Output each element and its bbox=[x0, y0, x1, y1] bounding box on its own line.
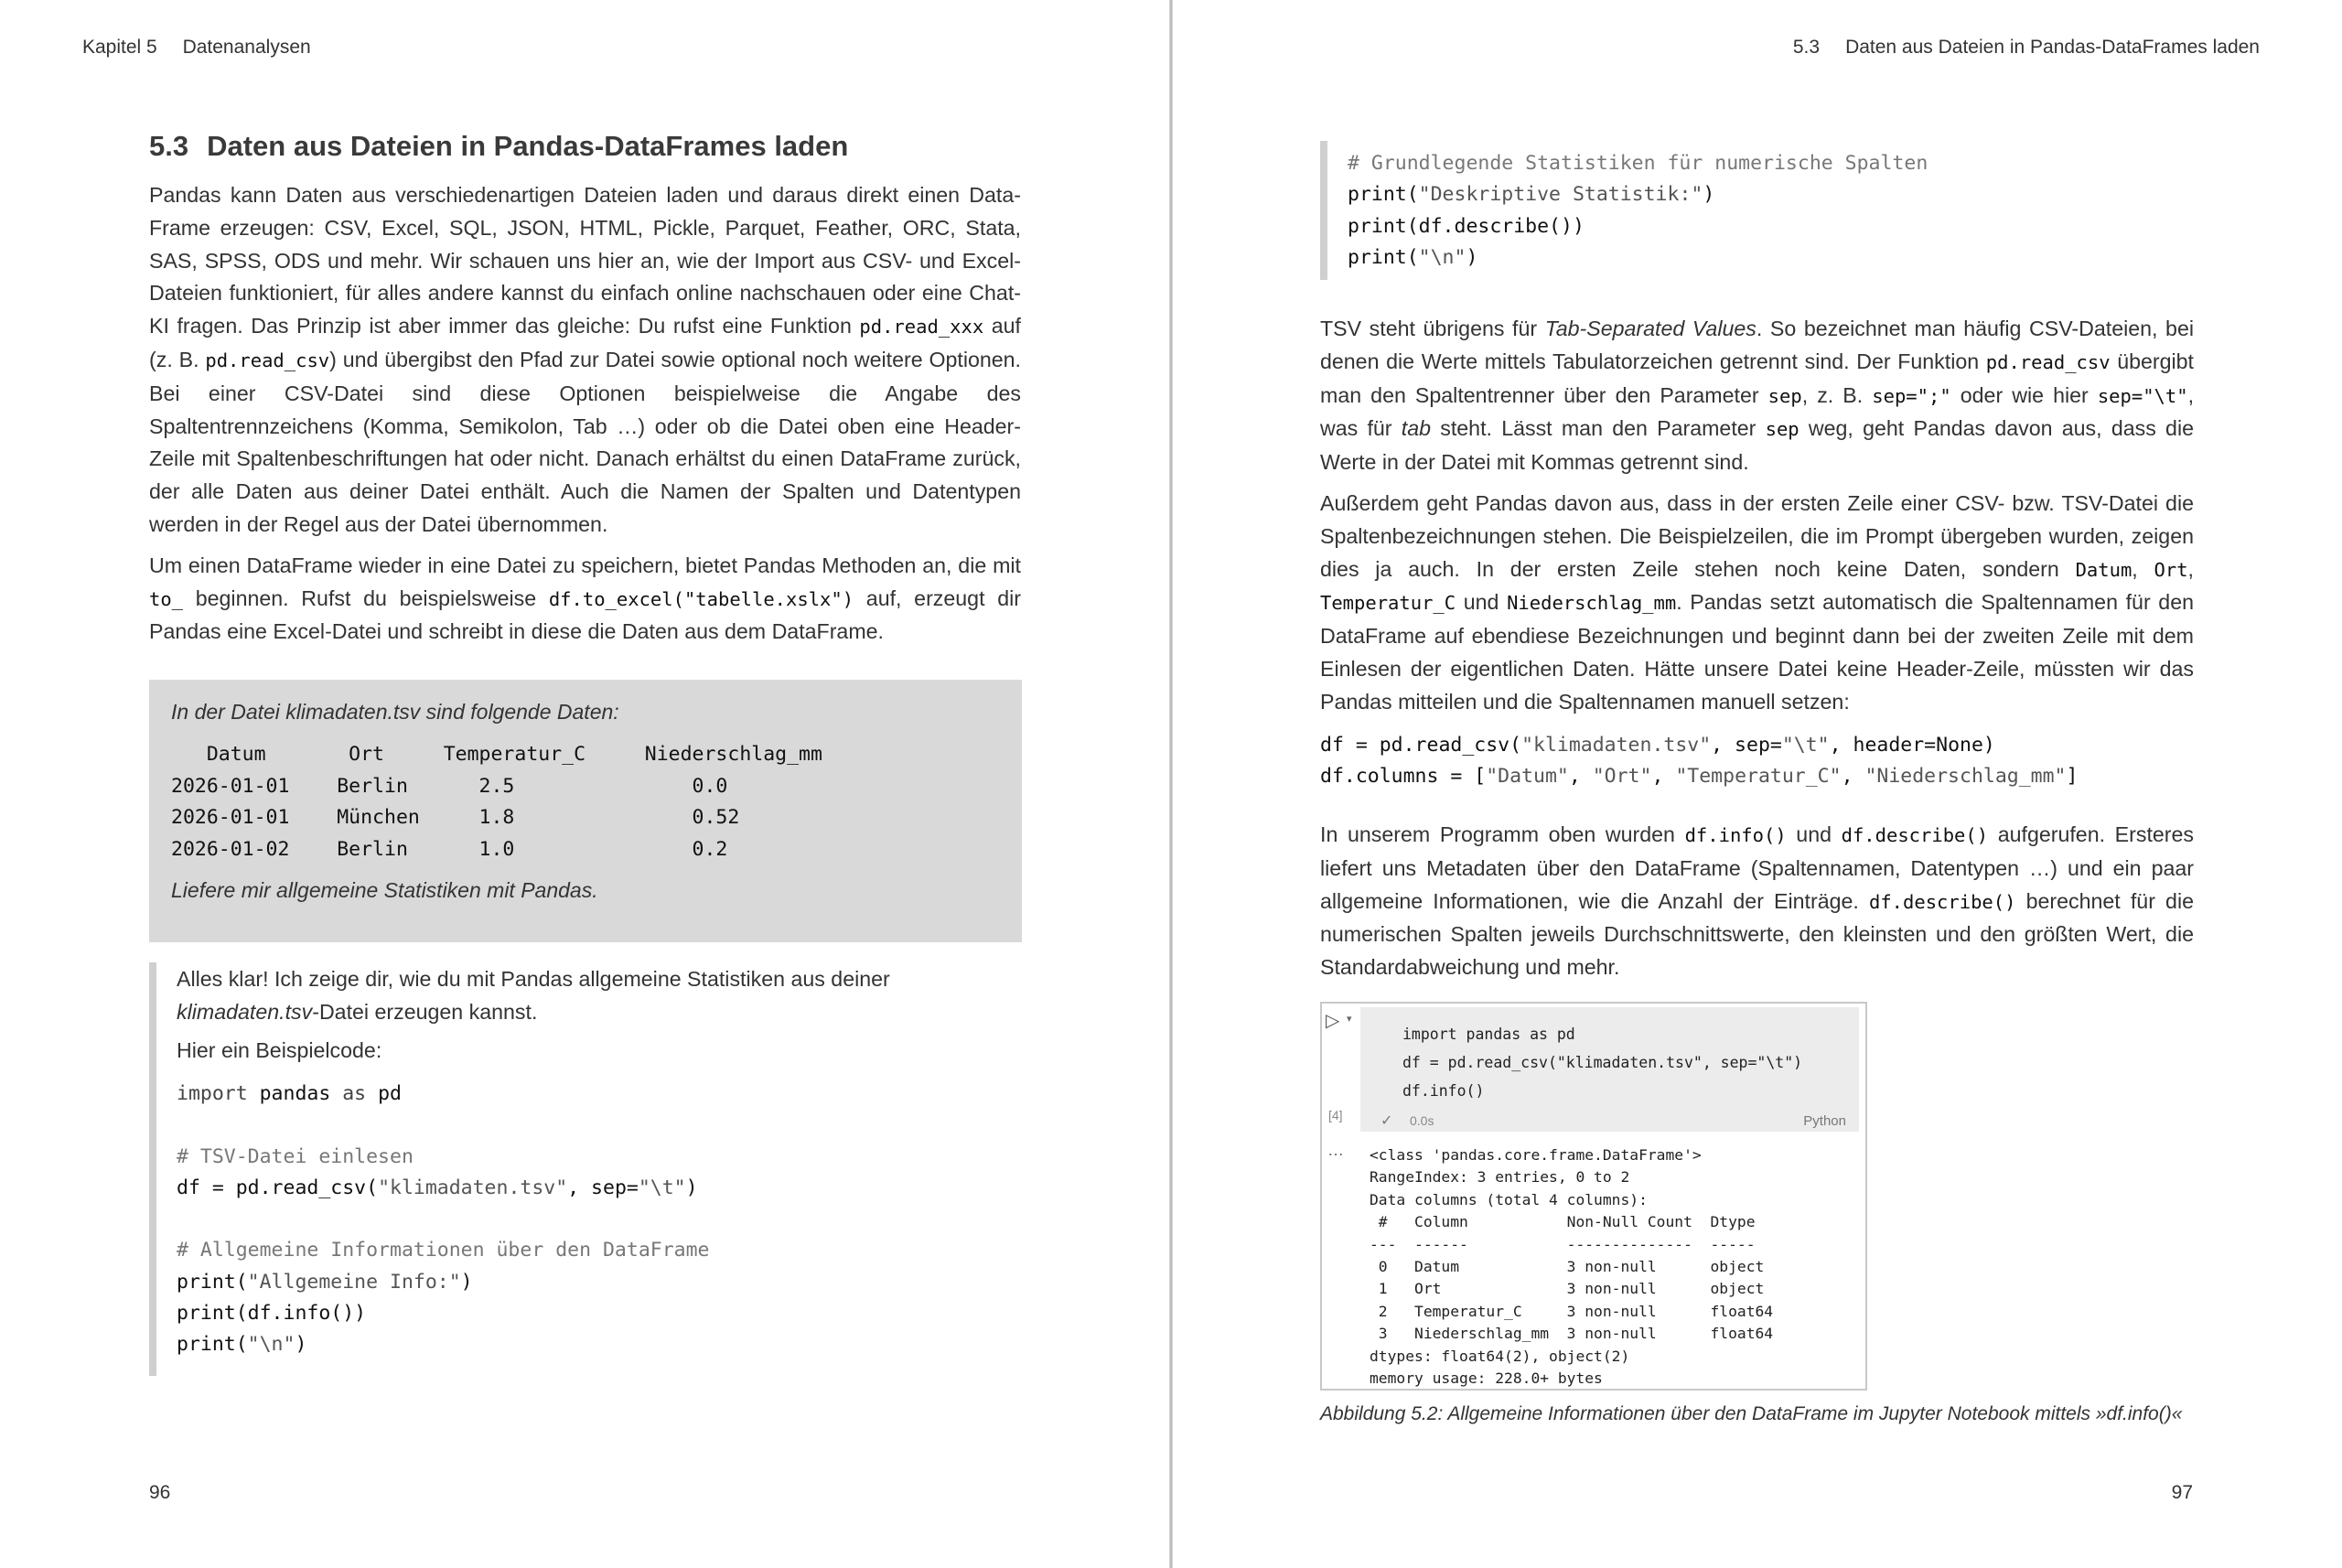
code-token: pd bbox=[366, 1082, 402, 1105]
prompt-request: Liefere mir allgemeine Statistiken mit Pandas. bbox=[171, 878, 598, 902]
code-token: , sep= bbox=[1711, 734, 1782, 757]
text-run: , was für bbox=[1320, 382, 2195, 441]
chapter-label: Kapitel 5 bbox=[82, 37, 157, 58]
code-string: "klimadaten.tsv" bbox=[378, 1176, 568, 1199]
code-comment: # Allgemeine Informationen über den DataFrame bbox=[177, 1239, 710, 1262]
inline-code: sep bbox=[1765, 418, 1799, 441]
inline-code: sep=";" bbox=[1872, 384, 1951, 407]
code-string: "Niederschlag_mm" bbox=[1864, 765, 2067, 789]
code-token: print(df.describe()) bbox=[1348, 214, 1585, 238]
inline-code: df.describe() bbox=[1841, 824, 1989, 846]
code-no-header bbox=[1320, 730, 2194, 793]
text-run: aufgerufen. Ersteres liefert uns Metadaten über den DataFrame (Spaltennamen, Datentypen …) und ein paar allgemeine Informationen, wie die Anzahl der Einträge. bbox=[1320, 822, 2194, 913]
section-title: Daten aus Dateien in Pandas-DataFrames laden bbox=[207, 130, 849, 162]
execution-time: 0.0s bbox=[1410, 1113, 1434, 1128]
inline-code: to_ bbox=[149, 587, 184, 610]
text-run: Pandas kann Daten aus verschiedenartigen Dateien laden und daraus direkt einen Data-Frame erzeugen: CSV, Excel, SQL, JSON, HTML, Pickle, Parquet, Feather, ORC, Stata, SAS, SPSS, ODS und mehr. Wir schauen uns hier an, wie der Import aus CSV- und Excel-Dateien funktioniert, für alles andere kannst du einfach online nachschauen oder eine Chat-KI fragen. Das Prinzip ist aber immer das gleiche: Du rufst eine Funktion bbox=[149, 183, 1021, 338]
text-run: . Pandas setzt automatisch die Spaltennamen für den DataFrame auf ebendiese Bezeichnungen und beginnt dann bei der zweiten Zeile mit dem Einlesen der eigentlichen Daten. Hätte unsere Datei keine Header-Zeile, müssten wir das Pandas mitteilen und die Spaltennamen manuell setzen: bbox=[1320, 590, 2194, 714]
code-comment: # Grundlegende Statistiken für numerische Spalten bbox=[1348, 152, 1928, 175]
text-run: berechnet für die numerischen Spalten jeweils Durchschnittswerte, den kleinsten und den größten Wert, die Standardabweichung und mehr. bbox=[1320, 888, 2194, 980]
text-run: ) und übergibst den Pfad zur Datei sowie optional noch weitere Optionen. Bei einer CSV-Datei sind diese Optionen beispielweise die Angabe des Spaltentrennzeichens (Komma, Semikolon, Tab …) oder ob die Datei oben eine Header-Zeile mit Spaltenbeschriftungen hat oder nicht. Danach erhältst du einen DataFrame zurück, der alle Daten aus deiner Datei enthält. Auch die Namen der Spalten und Datentypen werden in der Regel aus der Datei übernommen. bbox=[149, 347, 1021, 536]
text-run: steht. Lässt man den Parameter bbox=[1431, 416, 1766, 441]
prompt-box bbox=[149, 680, 1022, 942]
jupyter-code-cell[interactable] bbox=[1360, 1007, 1859, 1132]
code-string: "\t" bbox=[1781, 734, 1830, 757]
inline-code: pd.read_csv bbox=[1985, 350, 2111, 373]
paragraph-export bbox=[149, 550, 1021, 649]
right-body-text-bottom bbox=[1320, 819, 2194, 993]
code-block-describe bbox=[1320, 141, 1961, 280]
code-string: "\n" bbox=[1418, 245, 1466, 269]
text-run: Um einen DataFrame wieder in eine Datei zu speichern, bietet Pandas Methoden an, die mit bbox=[149, 553, 1021, 577]
running-head-right bbox=[1793, 37, 2260, 59]
text-italic: Tab-Separated Values bbox=[1544, 317, 1756, 340]
code-token: , bbox=[1568, 765, 1593, 789]
execution-count: [4] bbox=[1328, 1108, 1343, 1122]
code-string: "Allgemeine Info:" bbox=[247, 1270, 461, 1294]
text-run: Alles klar! Ich zeige dir, wie du mit Pandas allgemeine Statistiken aus deiner bbox=[177, 967, 890, 991]
file-name: klimadaten.tsv bbox=[177, 1000, 313, 1024]
answer-block bbox=[149, 962, 1022, 1376]
text-run: auf (z. B. bbox=[149, 314, 1021, 371]
code-string: "\n" bbox=[247, 1333, 295, 1357]
inline-code: sep="\t" bbox=[2097, 384, 2188, 407]
code-token: pandas bbox=[247, 1082, 343, 1105]
chapter-title: Datenanalysen bbox=[182, 37, 311, 58]
text-run: In unserem Programm oben wurden bbox=[1320, 822, 1685, 846]
code-token: print( bbox=[177, 1270, 248, 1294]
code-token: import bbox=[177, 1082, 248, 1105]
code-token: df.columns = [ bbox=[1320, 765, 1487, 789]
text-run: auf, erzeugt dir Pandas eine Excel-Datei und schreibt in diese die Daten aus dem DataFrame. bbox=[149, 585, 1021, 644]
text-run: , bbox=[2132, 556, 2154, 581]
section-heading bbox=[149, 130, 848, 163]
inline-code: Datum bbox=[2075, 558, 2133, 581]
inline-code: sep bbox=[1767, 384, 1802, 407]
paragraph-info-describe bbox=[1320, 819, 2194, 984]
code-token: , header=None) bbox=[1829, 734, 1995, 757]
inline-code: Ort bbox=[2154, 558, 2188, 581]
left-body-text bbox=[149, 179, 1021, 657]
inline-code: df.info() bbox=[1684, 824, 1787, 846]
text-run: und bbox=[1786, 822, 1842, 846]
code-string: "Temperatur_C" bbox=[1675, 765, 1842, 789]
answer-intro bbox=[177, 962, 1022, 1028]
text-run: beginnen. Rufst du beispielsweise bbox=[183, 585, 549, 610]
answer-code-intro: Hier ein Beispielcode: bbox=[177, 1038, 382, 1062]
code-token: df = pd.read_csv( bbox=[1320, 734, 1522, 757]
text-run: weg, geht Pandas davon aus, dass die Werte in der Datei mit Kommas getrennt sind. bbox=[1320, 416, 2194, 475]
code-string: "klimadaten.tsv" bbox=[1521, 734, 1712, 757]
chevron-down-icon[interactable]: ▾ bbox=[1347, 1014, 1352, 1025]
text-run: oder wie hier bbox=[1950, 382, 2098, 407]
cell-language[interactable]: Python bbox=[1803, 1113, 1846, 1129]
code-token: df = pd.read_csv( bbox=[177, 1176, 379, 1199]
code-string: "Datum" bbox=[1486, 765, 1569, 789]
page-number-left: 96 bbox=[149, 1482, 171, 1503]
code-token: print(df.info()) bbox=[177, 1302, 367, 1326]
output-more-icon[interactable]: … bbox=[1327, 1141, 1344, 1159]
inline-code: Niederschlag_mm bbox=[1507, 592, 1677, 615]
code-token: ) bbox=[1703, 183, 1715, 207]
figure-caption: Abbildung 5.2: Allgemeine Informationen über den DataFrame im Jupyter Notebook mittels »df.info()« bbox=[1320, 1403, 2183, 1424]
code-token: , bbox=[1841, 765, 1865, 789]
code-token: print( bbox=[1348, 245, 1419, 269]
running-head-left bbox=[82, 37, 311, 59]
page-number-right: 97 bbox=[2171, 1482, 2193, 1503]
jupyter-notebook-screenshot bbox=[1320, 1002, 1867, 1391]
text-run: , bbox=[2187, 556, 2194, 581]
code-string: "\t" bbox=[638, 1176, 686, 1199]
code-token: print( bbox=[177, 1333, 248, 1357]
prompt-intro: In der Datei klimadaten.tsv sind folgende Daten: bbox=[171, 700, 619, 724]
text-run: und bbox=[1456, 590, 1508, 615]
paragraph-tsv bbox=[1320, 313, 2194, 479]
jupyter-cell-output: <class 'pandas.core.frame.DataFrame'> RangeIndex: 3 entries, 0 to 2 Data columns (total 4 columns): # Column Non-Null Count Dtype --- ------ -------------- ----- 0 Datum 3 non-null object 1 Ort 3 non-null object 2 Temperatur_C 3 non-null float64 3 Niederschlag_mm 3 non-null float64 dtypes: float64(2), object(2) memory usage: 228.0+ bytes bbox=[1370, 1146, 1774, 1388]
right-page bbox=[1173, 0, 2342, 1568]
code-token: ) bbox=[1466, 245, 1478, 269]
code-token: ) bbox=[295, 1333, 307, 1357]
code-token: ] bbox=[2066, 765, 2079, 789]
text-run: -Datei erzeugen kannst. bbox=[312, 1000, 538, 1024]
run-cell-icon[interactable]: ▷ bbox=[1326, 1011, 1340, 1031]
code-token: , sep= bbox=[567, 1176, 639, 1199]
prompt-data-table: Datum Ort Temperatur_C Niederschlag_mm 2026-01-01 Berlin 2.5 0.0 2026-01-01 München 1.8 0.52 2026-01-02 Berlin 1.0 0.2 bbox=[171, 743, 822, 861]
answer-code-block bbox=[177, 1079, 1022, 1361]
jupyter-cell-code: import pandas as pd df = pd.read_csv("klimadaten.tsv", sep="\t") df.info() bbox=[1402, 1026, 1803, 1100]
running-section-number: 5.3 bbox=[1792, 37, 1821, 58]
section-number: 5.3 bbox=[149, 130, 189, 162]
inline-code: df.to_excel("tabelle.xslx") bbox=[548, 587, 854, 610]
right-body-text-top bbox=[1320, 313, 2194, 727]
inline-code: df.describe() bbox=[1869, 890, 2016, 913]
code-token: , bbox=[1651, 765, 1676, 789]
left-page bbox=[0, 0, 1169, 1568]
code-token: ) bbox=[685, 1176, 698, 1199]
text-run: . So bezeichnet man häufig CSV-Dateien, bei denen die Werte mittels Tabulatorzeichen getrennt sind. Der Funktion bbox=[1320, 317, 2194, 373]
checkmark-icon: ✓ bbox=[1380, 1113, 1393, 1129]
code-string: "Deskriptive Statistik:" bbox=[1418, 183, 1703, 207]
text-run: übergibt man den Spaltentrenner über den Parameter bbox=[1320, 349, 2194, 407]
paragraph-import-intro bbox=[149, 179, 1021, 542]
code-token: ) bbox=[460, 1270, 473, 1294]
text-run: , z. B. bbox=[1801, 382, 1873, 407]
inline-code: pd.read_csv bbox=[205, 349, 330, 371]
inline-code: Temperatur_C bbox=[1320, 592, 1456, 615]
text-italic: tab bbox=[1401, 416, 1432, 441]
code-token: as bbox=[342, 1082, 367, 1105]
text-run: TSV steht übrigens für bbox=[1320, 317, 1545, 340]
running-section-title: Daten aus Dateien in Pandas-DataFrames laden bbox=[1845, 37, 2260, 58]
code-token: print( bbox=[1348, 183, 1419, 207]
paragraph-header-row bbox=[1320, 488, 2194, 719]
text-run: Außerdem geht Pandas davon aus, dass in der ersten Zeile einer CSV- bzw. TSV-Datei die Spaltenbezeichnungen stehen. Die Beispielzeilen, die im Prompt übergeben wurden, zeigen dies ja auch. In der ersten Zeile stehen noch keine Daten, sondern bbox=[1320, 490, 2194, 581]
code-describe bbox=[1348, 148, 1961, 274]
code-string: "Ort" bbox=[1592, 765, 1652, 789]
code-comment: # TSV-Datei einlesen bbox=[177, 1144, 414, 1168]
inline-code: pd.read_xxx bbox=[859, 316, 984, 338]
